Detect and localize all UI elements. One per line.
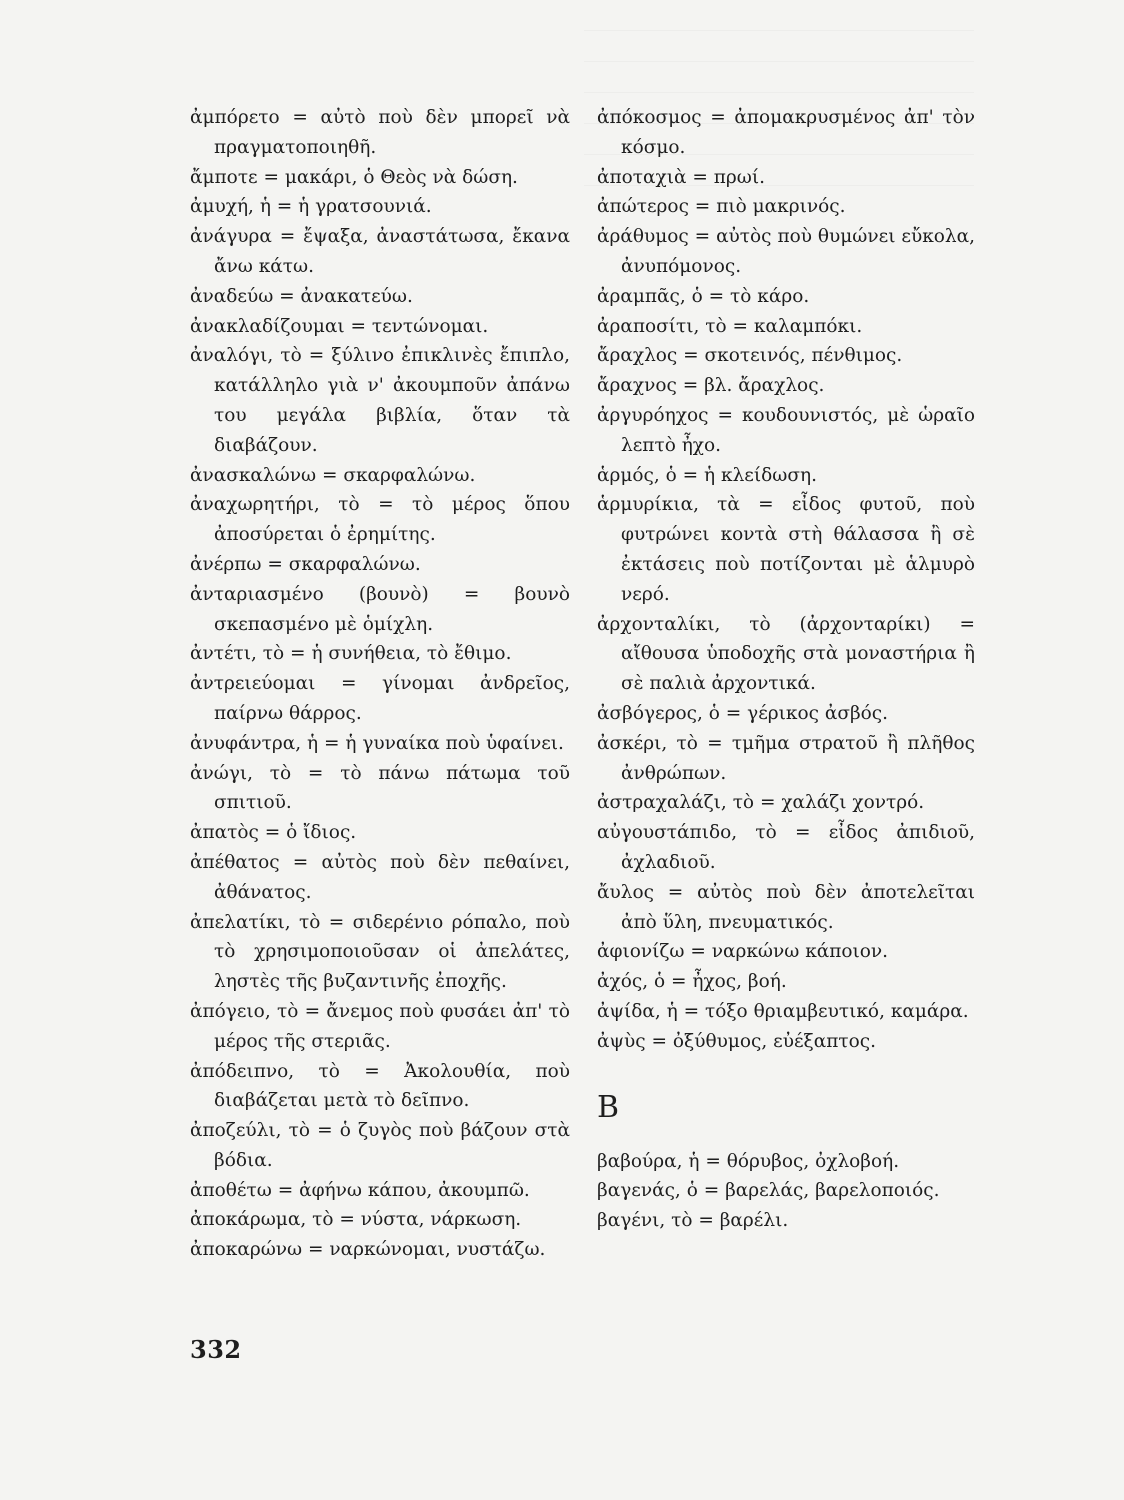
glossary-entry: ἀντρειεύομαι = γίνομαι ἀνδρεῖος, παίρνω θάρρος.	[190, 673, 570, 724]
glossary-entry: ἀστραχαλάζι, τὸ = χαλάζι χοντρό.	[597, 792, 925, 814]
glossary-entry: ἄμποτε = μακάρι, ὁ Θεὸς νὰ δώση.	[190, 166, 518, 188]
glossary-entry: βαγενάς, ὁ = βαρελάς, βαρελοποιός.	[597, 1180, 940, 1202]
glossary-entry: ἀπόκοσμος = ἀπομακρυσμένος ἀπ' τὸν κόσμο.	[597, 107, 975, 158]
glossary-entry: ἀχός, ὁ = ἦχος, βοή.	[597, 971, 787, 993]
glossary-entry: ἀνταριασμένο (βουνὸ) = βουνὸ σκεπασμένο μὲ ὁμίχλη.	[190, 583, 570, 635]
glossary-entry: ἀναχωρητήρι, τὸ = τὸ μέρος ὅπου ἀποσύρεται ὁ ἐρημίτης.	[190, 494, 570, 546]
glossary-entry: ἀπελατίκι, τὸ = σιδερένιο ρόπαλο, ποὺ τὸ χρησιμοποιοῦσαν οἱ ἀπελάτες, ληστὲς τῆς βυζαντινῆς ἐποχῆς.	[190, 911, 570, 993]
glossary-entry: ἀψὺς = ὀξύθυμος, εὐέξαπτος.	[597, 1030, 876, 1052]
glossary-entry: ἄραχνος = βλ. ἄραχλος.	[597, 375, 825, 397]
glossary-entry: ἀψίδα, ἡ = τόξο θριαμβευτικό, καμάρα.	[597, 1000, 969, 1022]
glossary-entry: ἁρμυρίκια, τὰ = εἶδος φυτοῦ, ποὺ φυτρώνει κοντὰ στὴ θάλασσα ἢ σὲ ἐκτάσεις ποὺ ποτίζονται μὲ ἁλμυρὸ νερό.	[597, 494, 975, 605]
glossary-entry: ἀποζεύλι, τὸ = ὁ ζυγὸς ποὺ βάζουν στὰ βόδια.	[190, 1120, 570, 1171]
glossary-entry: ἄραχλος = σκοτεινός, πένθιμος.	[597, 345, 903, 367]
glossary-entry: ἀμυχή, ἡ = ἡ γρατσουνιά.	[190, 196, 432, 218]
glossary-entry: αὐγουστάπιδο, τὸ = εἶδος ἀπιδιοῦ, ἀχλαδιοῦ.	[597, 822, 975, 873]
glossary-entry: ἀραποσίτι, τὸ = καλαμπόκι.	[597, 315, 863, 337]
glossary-entry: ἄυλος = αὐτὸς ποὺ δὲν ἀποτελεῖται ἀπὸ ὕλη, πνευματικός.	[597, 881, 975, 933]
right-column	[597, 103, 975, 1236]
glossary-entry: ἀποκάρωμα, τὸ = νύστα, νάρκωση.	[190, 1209, 522, 1231]
page-number: 332	[190, 1335, 242, 1364]
glossary-entry: ἀραμπᾶς, ὁ = τὸ κάρο.	[597, 285, 810, 307]
glossary-entry: ἀνώγι, τὸ = τὸ πάνω πάτωμα τοῦ σπιτιοῦ.	[190, 762, 570, 814]
glossary-entry: ἀσβόγερος, ὁ = γέρικος ἀσβός.	[597, 702, 889, 724]
glossary-entry: ἀφιονίζω = ναρκώνω κάποιον.	[597, 941, 889, 963]
glossary-entry: ἀντέτι, τὸ = ἡ συνήθεια, τὸ ἔθιμο.	[190, 643, 512, 665]
section-heading-letter: Β	[597, 1089, 620, 1125]
glossary-entry: ἀμπόρετο = αὐτὸ ποὺ δὲν μπορεῖ νὰ πραγματοποιηθῆ.	[190, 107, 570, 158]
glossary-entry: ἀπέθατος = αὐτὸς ποὺ δὲν πεθαίνει, ἀθάνατος.	[190, 851, 570, 903]
glossary-entry: ἀπόγειο, τὸ = ἄνεμος ποὺ φυσάει ἀπ' τὸ μέρος τῆς στεριᾶς.	[190, 1000, 570, 1052]
glossary-entry: ἀναλόγι, τὸ = ξύλινο ἐπικλινὲς ἔπιπλο, κατάλληλο γιὰ ν' ἀκουμποῦν ἀπάνω του μεγάλα βιβλία, ὅταν τὰ διαβάζουν.	[190, 345, 570, 456]
glossary-entry: ἀνέρπω = σκαρφαλώνω.	[190, 553, 421, 575]
glossary-entry: ἀποκαρώνω = ναρκώνομαι, νυστάζω.	[190, 1239, 546, 1261]
glossary-entry: ἀράθυμος = αὐτὸς ποὺ θυμώνει εὔκολα, ἀνυπόμονος.	[597, 226, 975, 277]
glossary-entry: ἀρχονταλίκι, τὸ (ἀρχονταρίκι) = αἴθουσα ὑποδοχῆς στὰ μοναστήρια ἢ σὲ παλιὰ ἀρχοντικά.	[597, 613, 975, 695]
glossary-entry: ἀνασκαλώνω = σκαρφαλώνω.	[190, 464, 476, 486]
glossary-entry: ἁρμός, ὁ = ἡ κλείδωση.	[597, 464, 817, 486]
left-column	[190, 103, 570, 1265]
glossary-entry: ἀπόδειπνο, τὸ = Ἀκολουθία, ποὺ διαβάζεται μετὰ τὸ δεῖπνο.	[190, 1060, 570, 1112]
glossary-entry: ἀσκέρι, τὸ = τμῆμα στρατοῦ ἢ πλῆθος ἀνθρώπων.	[597, 732, 975, 784]
glossary-entry: ἀργυρόηχος = κουδουνιστός, μὲ ὡραῖο λεπτὸ ἦχο.	[597, 404, 975, 456]
glossary-entry: ἀποθέτω = ἀφήνω κάπου, ἀκουμπῶ.	[190, 1179, 530, 1201]
glossary-entry: ἀποταχιὰ = πρωί.	[597, 166, 765, 188]
glossary-entry: ἀνυφάντρα, ἡ = ἡ γυναίκα ποὺ ὑφαίνει.	[190, 732, 564, 754]
glossary-entry: ἀνάγυρα = ἔψαξα, ἀναστάτωσα, ἔκανα ἄνω κάτω.	[190, 226, 570, 277]
glossary-entry: ἀπατὸς = ὁ ἴδιος.	[190, 822, 357, 844]
glossary-entry: ἀναδεύω = ἀνακατεύω.	[190, 285, 413, 307]
glossary-entry: ἀνακλαδίζουμαι = τεντώνομαι.	[190, 315, 489, 337]
glossary-entry: βαγένι, τὸ = βαρέλι.	[597, 1210, 789, 1232]
glossary-entry: ἀπώτερος = πιὸ μακρινός.	[597, 196, 846, 218]
glossary-entry: βαβούρα, ἡ = θόρυβος, ὀχλοβοή.	[597, 1150, 900, 1172]
